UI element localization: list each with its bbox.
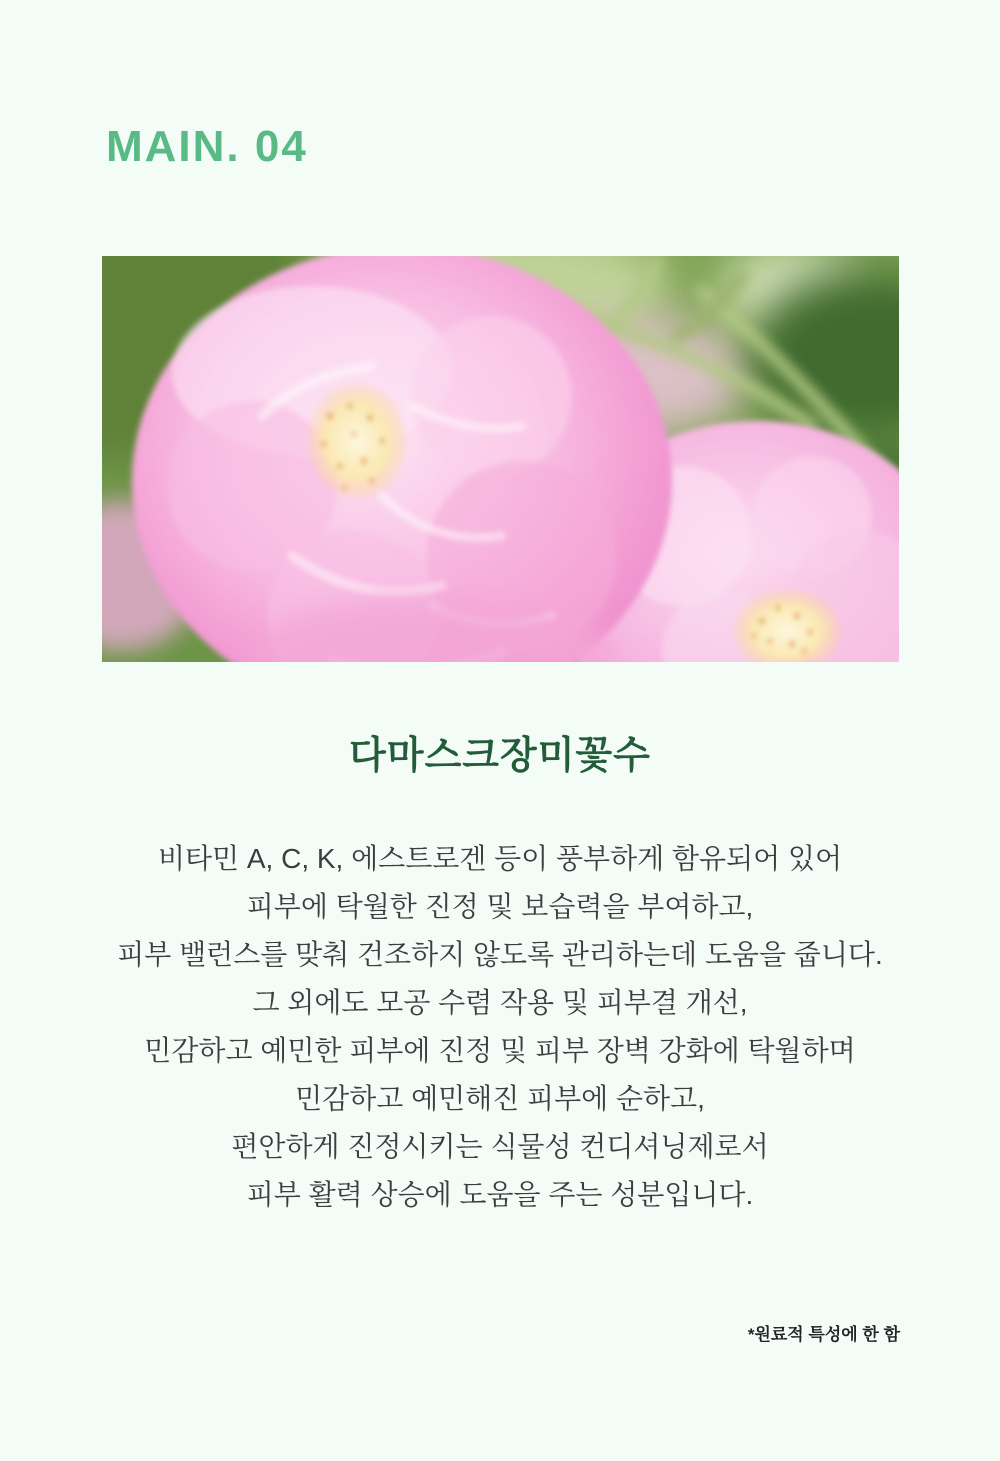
damask-rose-illustration	[102, 256, 899, 662]
section-label: MAIN. 04	[106, 122, 308, 171]
footnote-disclaimer: *원료적 특성에 한 함	[747, 1325, 900, 1344]
damask-rose-photo	[102, 256, 899, 662]
body-line: 피부 활력 상승에 도움을 주는 성분입니다.	[246, 1179, 754, 1210]
body-line: 피부 밸런스를 맞춰 건조하지 않도록 관리하는데 도움을 줍니다.	[117, 939, 883, 970]
ingredient-description	[0, 835, 1000, 1219]
body-line: 피부에 탁월한 진정 및 보습력을 부여하고,	[246, 891, 754, 922]
body-line: 민감하고 예민해진 피부에 순하고,	[295, 1083, 705, 1114]
body-line: 편안하게 진정시키는 식물성 컨디셔닝제로서	[231, 1131, 769, 1162]
ingredient-title: 다마스크장미꽃수	[349, 735, 651, 777]
body-line: 그 외에도 모공 수렴 작용 및 피부결 개선,	[252, 987, 748, 1018]
body-line: 비타민 A, C, K, 에스트로겐 등이 풍부하게 함유되어 있어	[157, 843, 843, 874]
body-line: 민감하고 예민한 피부에 진정 및 피부 장벽 강화에 탁월하며	[144, 1035, 856, 1066]
